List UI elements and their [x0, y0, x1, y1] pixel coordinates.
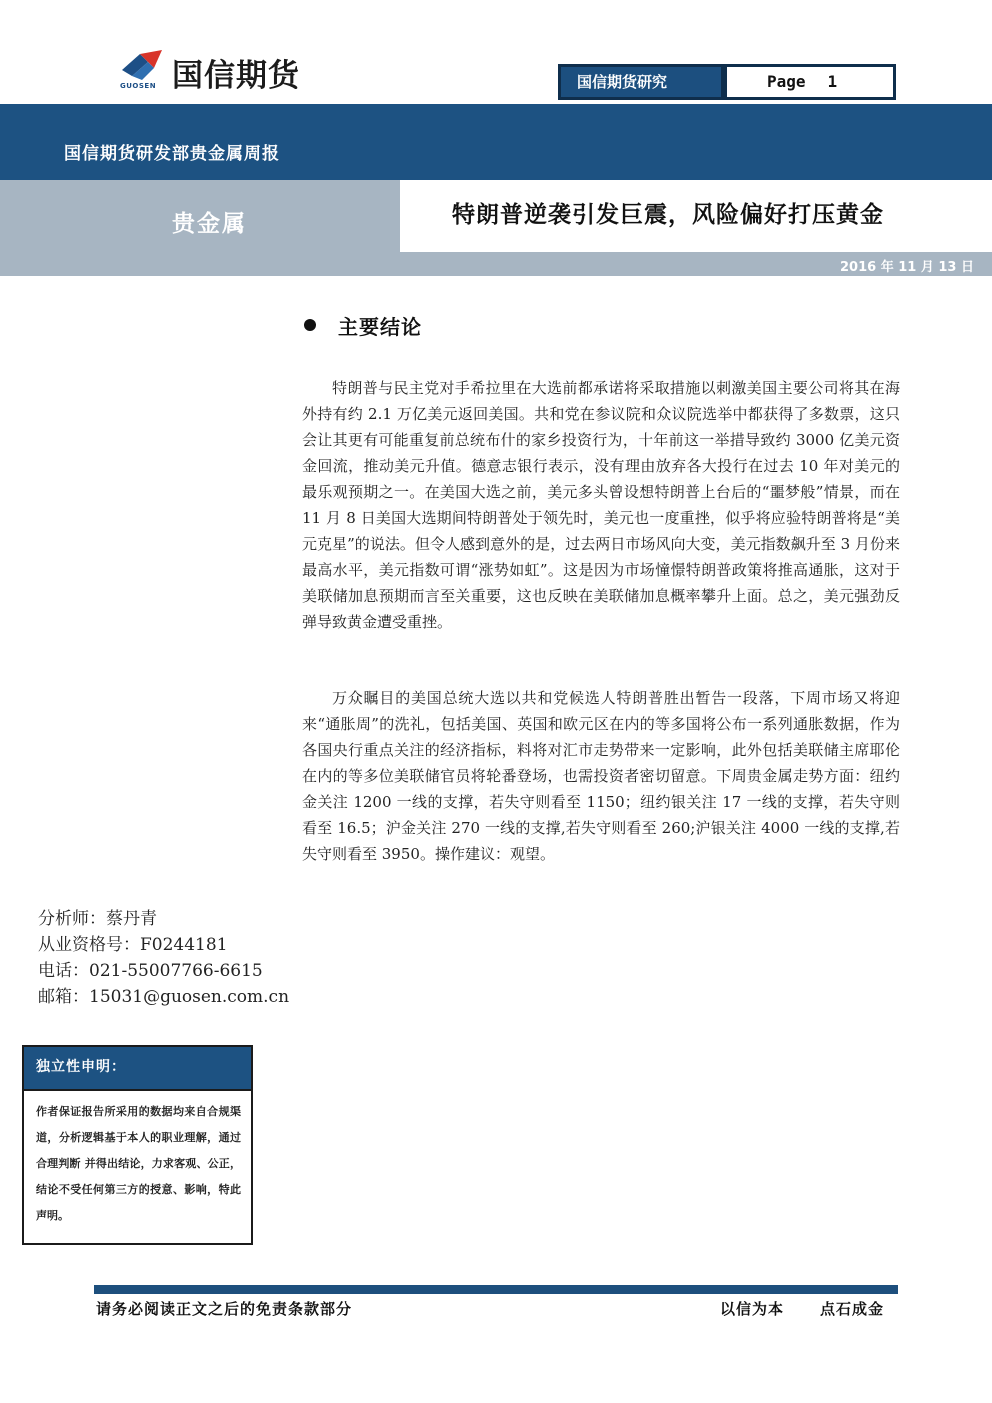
analyst-email: 邮箱：15031@guosen.com.cn: [38, 987, 290, 1007]
report-title: 国信期货研发部贵金属周报: [64, 144, 280, 164]
page-indicator: [724, 64, 896, 100]
category-label: 贵金属: [172, 211, 247, 237]
paragraph-1: 特朗普与民主党对手希拉里在大选前都承诺将采取措施以刺激美国主要公司将其在海外持有约 2.1 万亿美元返回美国。共和党在参议院和众议院选举中都获得了多数票，这只会让其更有可能重复前总统布什的家乡投资行为，十年前这一举措导致约 3000 亿美元资金回流，推动美元升值。德意志银行表示，没有理由放弃各大投行在过去 10 年对美元的最乐观预期之一。在美国大选之前，美元多头曾设想特朗普上台后的“噩梦般”情景，而在 11 月 8 日美国大选期间特朗普处于领先时，美元也一度重挫，似乎将应验特朗普将是“美元克星”的说法。但令人感到意外的是，过去两日市场风向大变，美元指数飙升至 3 月份来最高水平，美元指数可谓“涨势如虹”。这是因为市场憧憬特朗普政策将推高通胀，这对于美联储加息预期而言至关重要，这也反映在美联储加息概率攀升上面。总之，美元强劲反弹导致黄金遭受重挫。: [302, 379, 900, 631]
independence-body: 作者保证报告所采用的数据均来自合规渠道，分析逻辑基于本人的职业理解，通过合理判断 并得出结论，力求客观、公正，结论不受任何第三方的授意、影响，特此声明。: [36, 1105, 241, 1222]
bullet-icon: [304, 319, 316, 331]
page-number: 1: [827, 72, 838, 91]
section-title: 主要结论: [338, 315, 422, 339]
analyst-info: [38, 906, 298, 1010]
logo-subtitle: GUOSEN: [120, 82, 157, 90]
independence-title: 独立性申明：: [24, 1047, 251, 1091]
page-label: Page: [767, 72, 806, 91]
footer-divider: [94, 1285, 898, 1294]
research-label: 国信期货研究: [558, 64, 724, 100]
footer-motto-2: 点石成金: [820, 1300, 885, 1318]
footer-motto: [720, 1298, 884, 1319]
analyst-name: 分析师：蔡丹青: [38, 909, 157, 929]
paragraph-2: 万众瞩目的美国总统大选以共和党候选人特朗普胜出暂告一段落，下周市场又将迎来“通胀周”的洗礼，包括美国、英国和欧元区在内的等多国将公布一系列通胀数据，作为各国央行重点关注的经济指标，料将对汇市走势带来一定影响，此外包括美联储主席耶伦在内的等多位美联储官员将轮番登场，也需投资者密切留意。下周贵金属走势方面：纽约金关注 1200 一线的支撑，若失守则看至 1150；纽约银关注 17 一线的支撑，若失守则看至 16.5；沪金关注 270 一线的支撑,若失守则看至 260;沪银关注 4000 一线的支撑,若失守则看至 3950。操作建议：观望。: [302, 689, 900, 863]
footer-motto-1: 以信为本: [720, 1300, 785, 1318]
footer-disclaimer: 请务必阅读正文之后的免责条款部分: [96, 1300, 353, 1318]
analyst-license: 从业资格号：F0244181: [38, 935, 228, 955]
headline: 特朗普逆袭引发巨震，风险偏好打压黄金: [452, 202, 884, 228]
company-logo: [118, 48, 358, 96]
report-date: 2016 年 11 月 13 日: [840, 260, 974, 275]
logo-text: 国信期货: [172, 58, 300, 94]
independence-statement: [22, 1045, 253, 1245]
analyst-phone: 电话：021-55007766-6615: [38, 961, 263, 981]
